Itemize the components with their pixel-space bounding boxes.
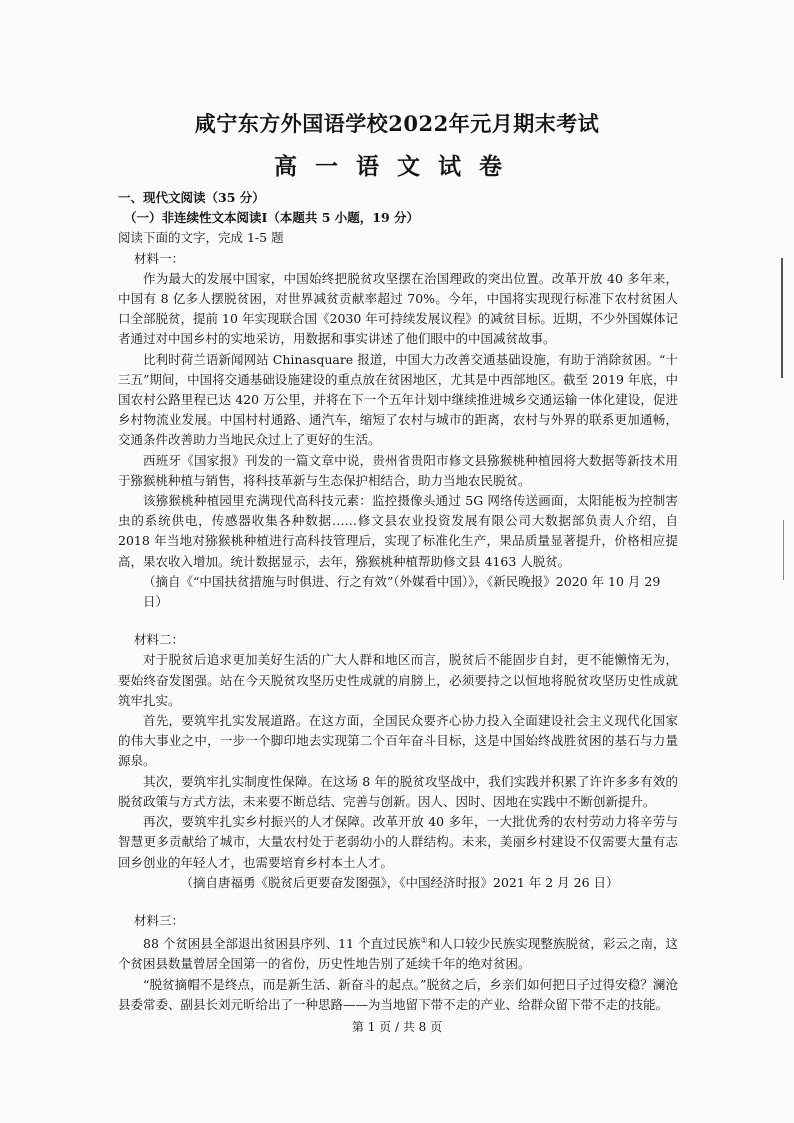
scan-edge-mark bbox=[783, 520, 784, 580]
text-run: 88 个贫困县全部退出贫困县序列、11 个直过民族 bbox=[143, 936, 421, 952]
page-footer: 第 1 页 / 共 8 页 bbox=[351, 1020, 443, 1034]
text-run: 和人口较少民族实现整族脱贫，彩云之南，这个贫困县数量曾居全国第一的省份，历史性地告别了延续千年的绝对贫困。 bbox=[118, 936, 678, 972]
material-label: 材料二： bbox=[134, 632, 185, 648]
material-label: 材料三： bbox=[134, 912, 185, 928]
paragraph: 西班牙《国家报》刊发的一篇文章中说，贵州省贵阳市修文县猕猴桃种植园将大数据等新技术用于猕猴桃种植与销售，将科技革新与生态保护相结合，助力当地农民脱贫。 bbox=[118, 452, 678, 488]
exam-body bbox=[118, 188, 678, 1015]
footnote-marker: ① bbox=[420, 936, 428, 946]
section-heading: 一、现代文阅读（35 分） bbox=[118, 190, 265, 205]
instruction: 阅读下面的文字，完成 1-5 题 bbox=[118, 230, 284, 246]
exam-subtitle: 高一语文试卷 bbox=[274, 153, 520, 180]
source-citation: （摘自唐福勇《脱贫后更要奋发图强》，《中国经济时报》2021 年 2 月 26 日） bbox=[180, 874, 619, 890]
paragraph: 再次，要筑牢扎实乡村振兴的人才保障。改革开放 40 多年，一大批优秀的农村劳动力将辛劳与智慧更多贡献给了城市，大量农村处于老弱幼小的人群结构。未来，美丽乡村建设不仅需要大量有志回乡创业的年轻人才，也需要培育乡村本土人才。 bbox=[118, 814, 678, 870]
exam-title: 咸宁东方外国语学校2022年元月期末考试 bbox=[194, 111, 600, 136]
paragraph: “脱贫摘帽不是终点，而是新生活、新奋斗的起点。”脱贫之后，乡亲们如何把日子过得安稳？澜沧县委常委、副县长刘元昕给出了一种思路——为当地留下带不走的产业、给群众留下带不走的技能。 bbox=[118, 976, 678, 1012]
paragraph: 该猕猴桃种植园里充满现代高科技元素：监控摄像头通过 5G 网络传送画面，太阳能板为控制害虫的系统供电，传感器收集各种数据……修文县农业投资发展有限公司大数据部负责人介绍，自 2018 年当地对猕猴桃种植进行高科技管理后，实现了标准化生产，果品质量显著提升，价格相应提高，果农收入增加。统计数据显示，去年，猕猴桃种植帮助修文县 4163 人脱贫。 bbox=[118, 493, 678, 569]
scan-edge-mark bbox=[781, 258, 783, 378]
subsection-heading: （一）非连续性文本阅读Ⅰ（本题共 5 小题，19 分） bbox=[124, 210, 419, 226]
source-citation: （摘自《“中国扶贫措施与时俱进、行之有效”（外媒看中国）》，《新民晚报》2020 年 10 月 29 日） bbox=[143, 573, 661, 610]
paragraph bbox=[118, 931, 678, 975]
paragraph: 比利时荷兰语新闻网站 Chinasquare 报道，中国大力改善交通基础设施，有助于消除贫困。“十三五”期间，中国将交通基础设施建设的重点放在贫困地区，尤其是中西部地区。截至 2019 年底，中国农村公路里程已达 420 万公里，并将在下一个五年计划中继续推进城乡交通运输一体化建设，促进乡村物流业发展。中国村村通路、通汽车，缩短了农村与城市的距离，农村与外界的联系更加通畅，交通条件改善助力当地民众过上了更好的生活。 bbox=[118, 351, 678, 448]
paragraph: 作为最大的发展中国家，中国始终把脱贫攻坚摆在治国理政的突出位置。改革开放 40 多年来，中国有 8 亿多人摆脱贫困，对世界减贫贡献率超过 70%。今年，中国将实现现行标准下农村贫困人口全部脱贫，提前 10 年实现联合国《2030 年可持续发展议程》的减贫目标。近期，不少外国媒体记者通过对中国乡村的实地采访，用数据和事实讲述了他们眼中的中国减贫故事。 bbox=[118, 270, 678, 347]
paragraph: 对于脱贫后追求更加美好生活的广大人群和地区而言，脱贫后不能固步自封，更不能懒惰无为，要始终奋发图强。站在今天脱贫攻坚历史性成就的肩膀上，必须要持之以恒地将脱贫攻坚历史性成就筑牢扎实。 bbox=[118, 652, 678, 708]
material-label: 材料一： bbox=[134, 250, 185, 266]
paragraph: 其次，要筑牢扎实制度性保障。在这场 8 年的脱贫攻坚战中，我们实践并积累了许许多多有效的脱贫政策与方式方法，未来要不断总结、完善与创新。因人、因时、因地在实践中不断创新提升。 bbox=[118, 773, 678, 809]
paragraph: 首先，要筑牢扎实发展道路。在这方面，全国民众要齐心协力投入全面建设社会主义现代化国家的伟大事业之中，一步一个脚印地去实现第二个百年奋斗目标，这是中国始终战胜贫困的基石与力量源泉。 bbox=[118, 713, 678, 769]
